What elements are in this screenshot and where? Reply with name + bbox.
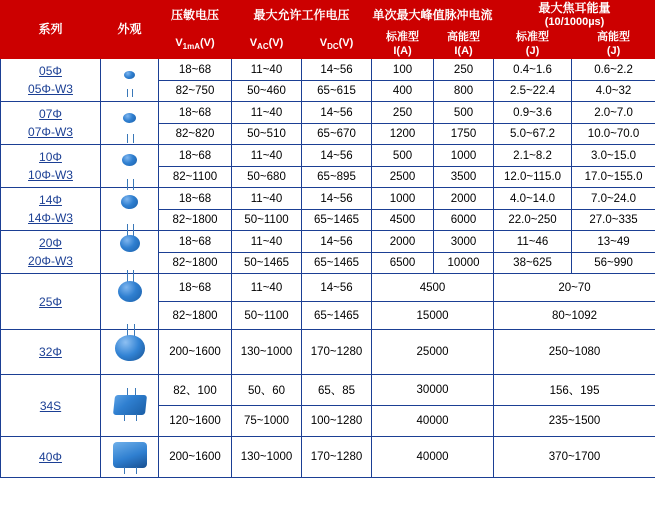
cell-vac: 50~1100 bbox=[232, 302, 302, 330]
cell-vdc: 14~56 bbox=[302, 231, 372, 253]
cell-v1ma: 200~1600 bbox=[159, 437, 232, 478]
series-cell-20 bbox=[1, 231, 101, 274]
cell-vdc: 14~56 bbox=[302, 188, 372, 210]
cell-v1ma: 82~1800 bbox=[159, 252, 232, 274]
cell-v1ma: 82~750 bbox=[159, 80, 232, 102]
appearance-cell-32 bbox=[101, 330, 159, 375]
series-link-40[interactable]: 40Φ bbox=[39, 450, 62, 465]
header-sub-current-high bbox=[434, 30, 494, 59]
cell-energy-high: 17.0~155.0 bbox=[572, 166, 655, 188]
cell-energy-merged: 156、195 bbox=[494, 375, 655, 406]
table-row bbox=[1, 274, 655, 302]
cell-vdc: 14~56 bbox=[302, 145, 372, 167]
header-sub-current-high-label: 高能型 bbox=[447, 30, 481, 43]
cell-energy-standard: 2.5~22.4 bbox=[494, 80, 572, 102]
cell-v1ma: 18~68 bbox=[159, 102, 232, 124]
cell-current-standard: 1000 bbox=[372, 188, 434, 210]
cell-current-merged: 4500 bbox=[372, 274, 494, 302]
cell-vac: 130~1000 bbox=[232, 437, 302, 478]
cell-vdc: 65、85 bbox=[302, 375, 372, 406]
header-group-max-operating-voltage: 最大允许工作电压 bbox=[232, 1, 372, 31]
varistor-disc-large-icon bbox=[101, 235, 158, 269]
series-link-10-w3[interactable]: 10Φ-W3 bbox=[28, 168, 73, 183]
header-sub-energy-high-label: 高能型 bbox=[597, 30, 631, 43]
cell-current-standard: 4500 bbox=[372, 209, 434, 231]
cell-vdc: 65~1465 bbox=[302, 209, 372, 231]
cell-current-high: 250 bbox=[434, 59, 494, 81]
cell-v1ma: 18~68 bbox=[159, 59, 232, 81]
series-cell-40 bbox=[1, 437, 101, 478]
cell-vdc: 14~56 bbox=[302, 102, 372, 124]
cell-current-high: 10000 bbox=[434, 252, 494, 274]
header-group-joule-energy-subtitle: (10/1000µs) bbox=[544, 16, 605, 28]
cell-v1ma: 82~1100 bbox=[159, 166, 232, 188]
varistor-disc-med-icon bbox=[101, 195, 158, 223]
header-group-joule-energy-title: 最大焦耳能量 bbox=[538, 1, 611, 15]
table-row bbox=[1, 145, 655, 167]
cell-current-standard: 250 bbox=[372, 102, 434, 124]
cell-current-standard: 2000 bbox=[372, 231, 434, 253]
varistor-square-icon bbox=[101, 391, 158, 421]
header-series: 系列 bbox=[1, 1, 101, 59]
cell-current-merged: 25000 bbox=[372, 330, 494, 375]
cell-current-high: 1750 bbox=[434, 123, 494, 145]
cell-current-high: 500 bbox=[434, 102, 494, 124]
cell-energy-standard: 11~46 bbox=[494, 231, 572, 253]
cell-current-standard: 500 bbox=[372, 145, 434, 167]
varistor-disc-small-icon bbox=[101, 113, 158, 133]
series-link-14-w3[interactable]: 14Φ-W3 bbox=[28, 211, 73, 226]
cell-v1ma: 82~820 bbox=[159, 123, 232, 145]
series-link-25[interactable]: 25Φ bbox=[39, 294, 62, 309]
cell-vac: 50~460 bbox=[232, 80, 302, 102]
cell-vac: 11~40 bbox=[232, 274, 302, 302]
cell-energy-merged: 80~1092 bbox=[494, 302, 655, 330]
table-row bbox=[1, 330, 655, 375]
appearance-cell-14 bbox=[101, 188, 159, 231]
varistor-disc-xl-icon bbox=[101, 335, 158, 369]
series-cell-05 bbox=[1, 59, 101, 102]
cell-energy-standard: 22.0~250 bbox=[494, 209, 572, 231]
cell-energy-high: 10.0~70.0 bbox=[572, 123, 655, 145]
series-cell-10 bbox=[1, 145, 101, 188]
varistor-square-big-icon bbox=[101, 440, 158, 474]
header-group-joule-energy bbox=[494, 1, 655, 31]
cell-current-standard: 1200 bbox=[372, 123, 434, 145]
series-link-20[interactable]: 20Φ bbox=[39, 236, 62, 251]
header-appearance: 外观 bbox=[101, 1, 159, 59]
cell-current-merged: 40000 bbox=[372, 406, 494, 437]
table-row bbox=[1, 375, 655, 406]
header-sub-energy-high-unit: (J) bbox=[606, 44, 621, 57]
cell-current-high: 3500 bbox=[434, 166, 494, 188]
cell-energy-merged: 20~70 bbox=[494, 274, 655, 302]
cell-vdc: 170~1280 bbox=[302, 330, 372, 375]
varistor-disc-med-icon bbox=[101, 154, 158, 178]
series-link-10[interactable]: 10Φ bbox=[39, 150, 62, 165]
table-row bbox=[1, 437, 655, 478]
series-link-05-w3[interactable]: 05Φ-W3 bbox=[28, 82, 73, 97]
header-group-varistor-voltage: 压敏电压 bbox=[159, 1, 232, 31]
header-group-peak-current-line1: 单次最大峰值脉冲电流 bbox=[372, 7, 493, 22]
header-sub-current-standard-unit: I(A) bbox=[393, 44, 412, 57]
header-sub-energy-standard-label: 标准型 bbox=[516, 30, 550, 43]
header-sub-current-high-unit: I(A) bbox=[454, 44, 473, 57]
cell-energy-standard: 2.1~8.2 bbox=[494, 145, 572, 167]
cell-current-standard: 2500 bbox=[372, 166, 434, 188]
cell-vdc: 65~1465 bbox=[302, 252, 372, 274]
cell-energy-standard: 5.0~67.2 bbox=[494, 123, 572, 145]
cell-v1ma: 200~1600 bbox=[159, 330, 232, 375]
cell-vac: 75~1000 bbox=[232, 406, 302, 437]
cell-v1ma: 18~68 bbox=[159, 274, 232, 302]
header-sub-energy-standard-unit: (J) bbox=[525, 44, 540, 57]
cell-vac: 11~40 bbox=[232, 145, 302, 167]
cell-v1ma: 18~68 bbox=[159, 188, 232, 210]
header-sub-current-standard-label: 标准型 bbox=[386, 30, 420, 43]
cell-vac: 11~40 bbox=[232, 102, 302, 124]
series-link-14[interactable]: 14Φ bbox=[39, 193, 62, 208]
cell-v1ma: 18~68 bbox=[159, 231, 232, 253]
appearance-cell-05 bbox=[101, 59, 159, 102]
appearance-cell-25 bbox=[101, 274, 159, 330]
appearance-cell-10 bbox=[101, 145, 159, 188]
cell-energy-high: 0.6~2.2 bbox=[572, 59, 655, 81]
cell-current-merged: 15000 bbox=[372, 302, 494, 330]
cell-v1ma: 120~1600 bbox=[159, 406, 232, 437]
cell-vdc: 65~895 bbox=[302, 166, 372, 188]
table-row bbox=[1, 59, 655, 81]
cell-v1ma: 82~1800 bbox=[159, 209, 232, 231]
cell-current-merged: 40000 bbox=[372, 437, 494, 478]
cell-vac: 11~40 bbox=[232, 231, 302, 253]
table-row bbox=[1, 188, 655, 210]
header-sub-vac: $V_{AC}(V)$ bbox=[232, 30, 302, 59]
cell-v1ma: 82~1800 bbox=[159, 302, 232, 330]
table-body bbox=[1, 59, 655, 478]
varistor-disc-small-icon bbox=[101, 71, 158, 89]
cell-vdc: 100~1280 bbox=[302, 406, 372, 437]
cell-energy-high: 2.0~7.0 bbox=[572, 102, 655, 124]
series-cell-34s bbox=[1, 375, 101, 437]
cell-vdc: 65~1465 bbox=[302, 302, 372, 330]
cell-current-high: 3000 bbox=[434, 231, 494, 253]
header-sub-energy-standard bbox=[494, 30, 572, 59]
cell-current-high: 2000 bbox=[434, 188, 494, 210]
series-cell-14 bbox=[1, 188, 101, 231]
cell-energy-standard: 0.4~1.6 bbox=[494, 59, 572, 81]
cell-vdc: 65~670 bbox=[302, 123, 372, 145]
cell-energy-high: 7.0~24.0 bbox=[572, 188, 655, 210]
table-row bbox=[1, 102, 655, 124]
cell-vac: 130~1000 bbox=[232, 330, 302, 375]
cell-vdc: 65~615 bbox=[302, 80, 372, 102]
cell-vdc: 14~56 bbox=[302, 59, 372, 81]
cell-current-merged: 30000 bbox=[372, 375, 494, 406]
cell-v1ma: 82、100 bbox=[159, 375, 232, 406]
cell-current-high: 1000 bbox=[434, 145, 494, 167]
header-sub-current-standard bbox=[372, 30, 434, 59]
cell-current-standard: 100 bbox=[372, 59, 434, 81]
series-cell-07 bbox=[1, 102, 101, 145]
cell-energy-standard: 12.0~115.0 bbox=[494, 166, 572, 188]
cell-current-high: 6000 bbox=[434, 209, 494, 231]
appearance-cell-40 bbox=[101, 437, 159, 478]
cell-current-high: 800 bbox=[434, 80, 494, 102]
cell-energy-standard: 4.0~14.0 bbox=[494, 188, 572, 210]
cell-vac: 11~40 bbox=[232, 59, 302, 81]
cell-energy-high: 13~49 bbox=[572, 231, 655, 253]
cell-energy-merged: 235~1500 bbox=[494, 406, 655, 437]
cell-vac: 50~1100 bbox=[232, 209, 302, 231]
cell-vac: 50~1465 bbox=[232, 252, 302, 274]
cell-energy-merged: 250~1080 bbox=[494, 330, 655, 375]
header-sub-v1ma: $V_{1mA}(V)$ bbox=[159, 30, 232, 59]
series-link-32[interactable]: 32Φ bbox=[39, 345, 62, 360]
cell-energy-standard: 0.9~3.6 bbox=[494, 102, 572, 124]
series-cell-25 bbox=[1, 274, 101, 330]
cell-vac: 50、60 bbox=[232, 375, 302, 406]
varistor-disc-large-icon bbox=[101, 281, 158, 323]
appearance-cell-07 bbox=[101, 102, 159, 145]
cell-energy-high: 27.0~335 bbox=[572, 209, 655, 231]
header-sub-vdc: $V_{DC}(V)$ bbox=[302, 30, 372, 59]
cell-vac: 11~40 bbox=[232, 188, 302, 210]
cell-energy-merged: 370~1700 bbox=[494, 437, 655, 478]
series-link-20-w3[interactable]: 20Φ-W3 bbox=[28, 254, 73, 269]
cell-energy-standard: 38~625 bbox=[494, 252, 572, 274]
series-cell-32 bbox=[1, 330, 101, 375]
cell-vdc: 14~56 bbox=[302, 274, 372, 302]
cell-energy-high: 3.0~15.0 bbox=[572, 145, 655, 167]
series-link-34s[interactable]: 34S bbox=[39, 398, 62, 413]
header-sub-energy-high bbox=[572, 30, 655, 59]
table-row bbox=[1, 231, 655, 253]
series-link-05[interactable]: 05Φ bbox=[39, 64, 62, 79]
cell-v1ma: 18~68 bbox=[159, 145, 232, 167]
cell-energy-high: 4.0~32 bbox=[572, 80, 655, 102]
cell-vac: 50~510 bbox=[232, 123, 302, 145]
table-header bbox=[1, 1, 655, 59]
cell-energy-high: 56~990 bbox=[572, 252, 655, 274]
appearance-cell-20 bbox=[101, 231, 159, 274]
series-link-07-w3[interactable]: 07Φ-W3 bbox=[28, 125, 73, 140]
cell-vac: 50~680 bbox=[232, 166, 302, 188]
cell-current-standard: 6500 bbox=[372, 252, 434, 274]
cell-current-standard: 400 bbox=[372, 80, 434, 102]
cell-vdc: 170~1280 bbox=[302, 437, 372, 478]
series-link-07[interactable]: 07Φ bbox=[39, 107, 62, 122]
header-group-peak-current bbox=[372, 1, 494, 31]
